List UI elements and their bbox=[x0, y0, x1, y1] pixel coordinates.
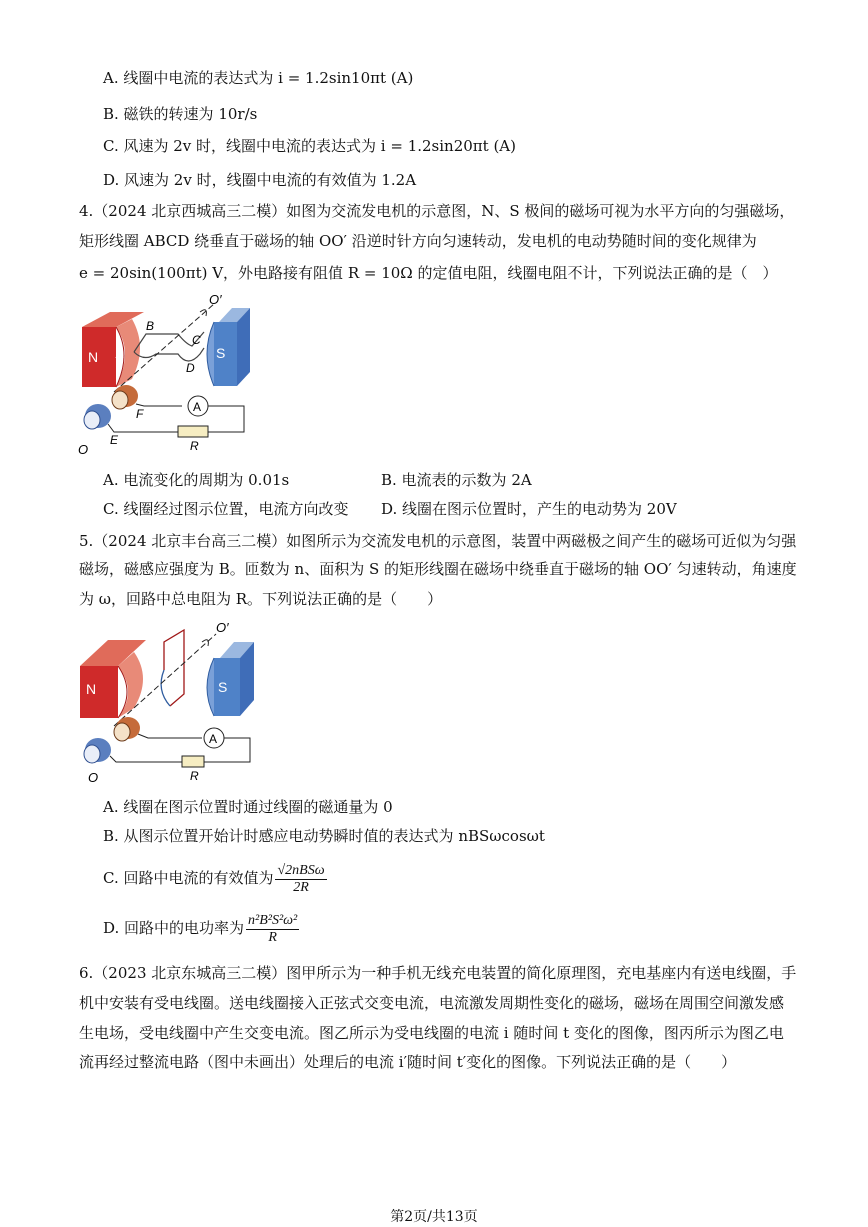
q6-stem-line2: 机中安装有受电线圈。送电线圈接入正弦式交变电流，电流激发周期性变化的磁场，磁场在周围空间激发感 bbox=[79, 994, 785, 1012]
q5-option-b: B. 从图示位置开始计时感应电动势瞬时值的表达式为 nBSωcosωt bbox=[103, 827, 545, 845]
q4-option-d: D. 线圈在图示位置时，产生的电动势为 20V bbox=[381, 500, 677, 518]
q4-stem-line1: 4.（2024 北京西城高三二模）如图为交流发电机的示意图，N、S 极间的磁场可视为水平方向的匀强磁场， bbox=[79, 202, 795, 220]
q4-axis-label: O′ bbox=[209, 292, 222, 307]
q6-stem-line3: 生电场，受电线圈中产生交变电流。图乙所示为受电线圈的电流 i 随时间 t 变化的图像，图丙所示为图乙电 bbox=[79, 1024, 784, 1042]
q5-option-a: A. 线圈在图示位置时通过线圈的磁通量为 0 bbox=[103, 798, 393, 816]
q5-option-c bbox=[103, 860, 327, 896]
q4-stem-line3: e = 20sin(100πt) V，外电路接有阻值 R = 10Ω 的定值电阻，线圈电阻不计，下列说法正确的是（ ） bbox=[79, 264, 778, 282]
page-footer: 第2页/共13页 bbox=[390, 1209, 478, 1225]
q3-option-c: C. 风速为 2v 时，线圈中电流的表达式为 i = 1.2sin20πt (A) bbox=[103, 137, 516, 155]
q4-axis-origin: O bbox=[78, 442, 89, 457]
q5-axis-origin: O bbox=[88, 770, 99, 785]
q3-option-b: B. 磁铁的转速为 10r/s bbox=[103, 105, 258, 123]
q5-magnet-s-label: S bbox=[218, 679, 228, 695]
q4-magnet-n-label: N bbox=[88, 349, 99, 365]
q5-generator-figure bbox=[74, 618, 259, 788]
q4-generator-figure bbox=[74, 292, 259, 462]
q5-stem-line2: 磁场，磁感应强度为 B。匝数为 n、面积为 S 的矩形线圈在磁场中绕垂直于磁场的轴 OO′ 匀速转动，角速度 bbox=[79, 560, 797, 578]
q4-brush-f: F bbox=[136, 407, 144, 421]
q4-corner-c: C bbox=[192, 333, 201, 347]
q5-stem-line3: 为 ω，回路中总电阻为 R。下列说法正确的是（ ） bbox=[79, 590, 443, 608]
q4-corner-a: A bbox=[116, 347, 125, 361]
q4-corner-d: D bbox=[186, 361, 195, 375]
q4-magnet-s-label: S bbox=[216, 345, 226, 361]
q5-option-c-denominator: 2R bbox=[293, 879, 309, 895]
q5-stem-line1: 5.（2024 北京丰台高三二模）如图所示为交流发电机的示意图，装置中两磁极之间产生的磁场可近似为匀强 bbox=[79, 532, 797, 550]
q4-option-c: C. 线圈经过图示位置，电流方向改变 bbox=[103, 500, 349, 518]
q5-option-c-fraction bbox=[275, 863, 326, 896]
q5-option-c-text: C. 回路中电流的有效值为 bbox=[103, 869, 274, 887]
q5-option-d-text: D. 回路中的电功率为 bbox=[103, 919, 245, 937]
q5-option-d-fraction bbox=[246, 913, 299, 946]
q6-stem-line1: 6.（2023 北京东城高三二模）图甲所示为一种手机无线充电装置的简化原理图，充电基座内有送电线圈，手 bbox=[79, 964, 797, 982]
q4-option-a: A. 电流变化的周期为 0.01s bbox=[103, 471, 290, 489]
q4-stem-line2: 矩形线圈 ABCD 绕垂直于磁场的轴 OO′ 沿逆时针方向匀速转动，发电机的电动势随时间的变化规律为 bbox=[79, 232, 757, 250]
q4-ammeter-label: A bbox=[193, 400, 202, 414]
q4-option-b: B. 电流表的示数为 2A bbox=[381, 471, 532, 489]
q3-option-a: A. 线圈中电流的表达式为 i = 1.2sin10πt (A) bbox=[103, 69, 414, 87]
q5-option-d-denominator: R bbox=[268, 929, 277, 945]
q5-ammeter-label: A bbox=[209, 732, 218, 746]
q6-stem-line4: 流再经过整流电路（图中未画出）处理后的电流 i′随时间 t′变化的图像。下列说法正确的是（ ） bbox=[79, 1053, 737, 1071]
q5-option-d bbox=[103, 910, 299, 946]
q5-magnet-n-label: N bbox=[86, 681, 97, 697]
q5-axis-label: O′ bbox=[216, 620, 229, 635]
q4-resistor-label: R bbox=[190, 439, 199, 453]
q5-resistor-label: R bbox=[190, 769, 199, 783]
q4-corner-b: B bbox=[146, 319, 155, 333]
q5-option-c-numerator: √2nBSω bbox=[277, 862, 325, 878]
q5-option-d-numerator: n²B²S²ω² bbox=[248, 912, 298, 928]
q4-brush-e: E bbox=[110, 433, 119, 447]
q3-option-d: D. 风速为 2v 时，线圈中电流的有效值为 1.2A bbox=[103, 171, 417, 189]
